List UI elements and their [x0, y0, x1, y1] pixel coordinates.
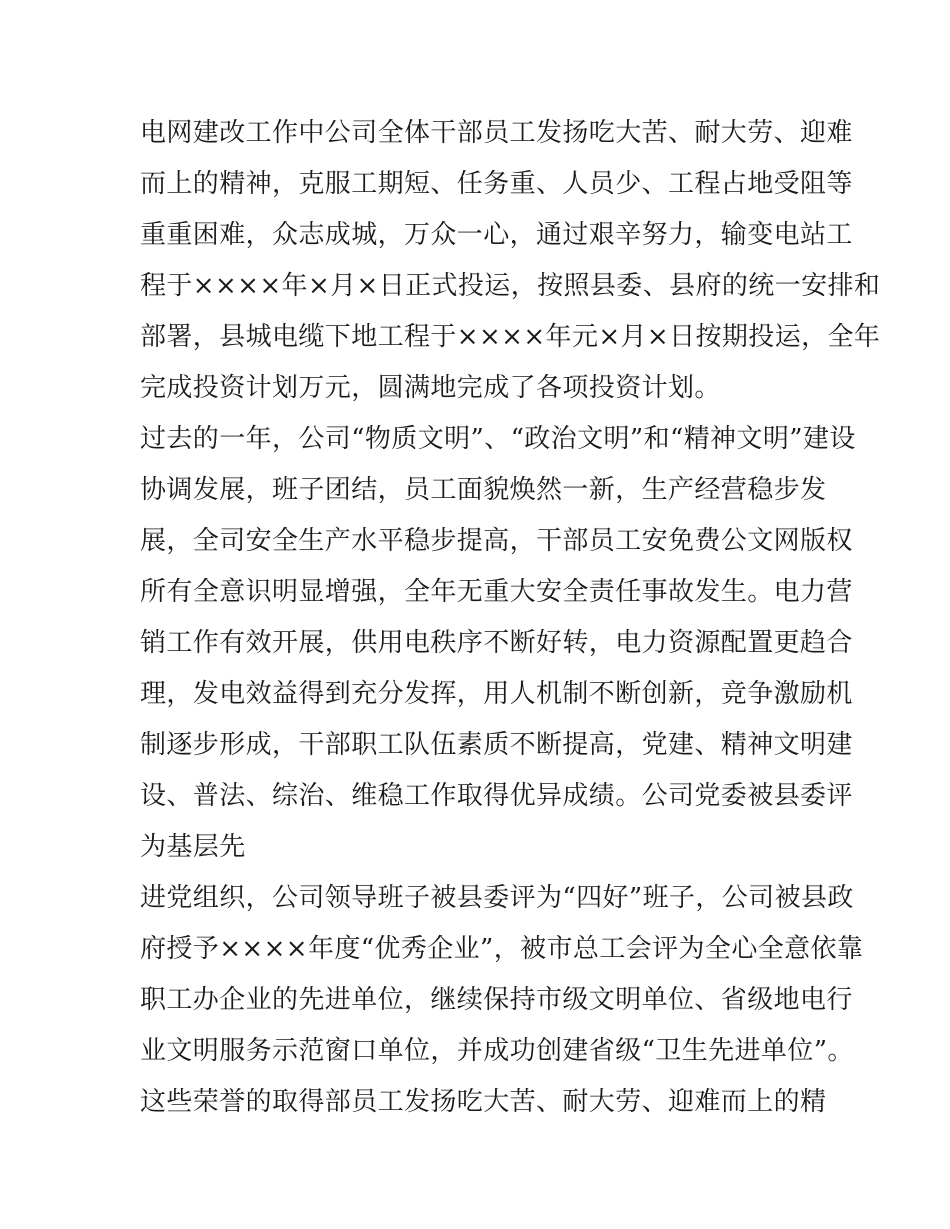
- text-line: 协调发展，班子团结，员工面貌焕然一新，生产经营稳步发: [140, 475, 827, 505]
- text-line: 重重困难，众志成城，万众一心，通过艰辛努力，输变电站工: [140, 220, 853, 250]
- text-line: 进党组织，公司领导班子被县委评为“四好”班子，公司被县政: [140, 883, 854, 913]
- text-line: 职工办企业的先进单位，继续保持市级文明单位、省级地电行: [140, 985, 853, 1015]
- text-line: 部署，县城电缆下地工程于××××年元×月×日按期投运，全年: [140, 322, 881, 352]
- text-line: 所有全意识明显增强，全年无重大安全责任事故发生。电力营: [140, 577, 853, 607]
- text-line: 销工作有效开展，供用电秩序不断好转，电力资源配置更趋合: [140, 628, 853, 658]
- text-line: 过去的一年，公司“物质文明”、“政治文明”和“精神文明”建设: [140, 424, 856, 454]
- text-line: 展，全司安全生产水平稳步提高，干部员工安免费公文网版权: [140, 526, 853, 556]
- text-line: 理，发电效益得到充分发挥，用人机制不断创新，竞争激励机: [140, 679, 853, 709]
- text-line: 而上的精神，克服工期短、任务重、人员少、工程占地受阻等: [140, 169, 853, 199]
- text-line: 业文明服务示范窗口单位，并成功创建省级“卫生先进单位”。: [140, 1036, 854, 1066]
- body-text: [140, 108, 881, 1128]
- text-line: 程于××××年×月×日正式投运，按照县委、县府的统一安排和: [140, 271, 881, 301]
- text-line: 这些荣誉的取得部员工发扬吃大苦、耐大劳、迎难而上的精: [140, 1087, 827, 1117]
- text-line: 电网建改工作中公司全体干部员工发扬吃大苦、耐大劳、迎难: [140, 118, 853, 148]
- text-line: 制逐步形成，干部职工队伍素质不断提高，党建、精神文明建: [140, 730, 853, 760]
- text-line: 完成投资计划万元，圆满地完成了各项投资计划。: [140, 373, 721, 403]
- text-line: 为基层先: [140, 832, 246, 862]
- text-line: 府授予××××年度“优秀企业”，被市总工会评为全心全意依靠: [140, 934, 864, 964]
- text-line: 设、普法、综治、维稳工作取得优异成绩。公司党委被县委评: [140, 781, 853, 811]
